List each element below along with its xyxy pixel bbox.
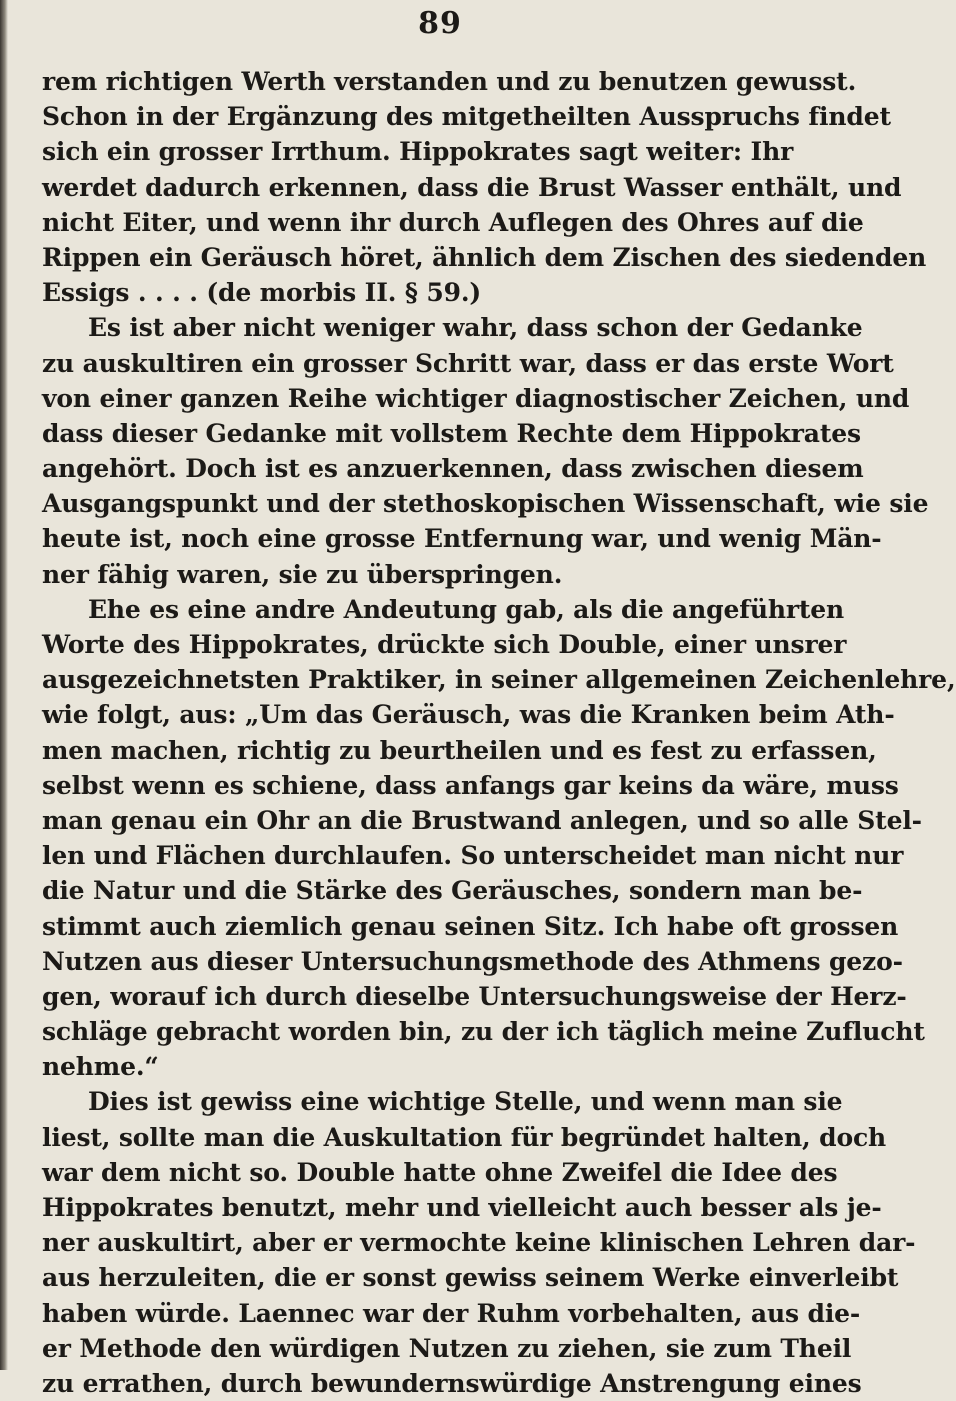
text-line: wie folgt, aus: „Um das Geräusch, was die Kranken beim Ath- <box>42 700 895 730</box>
text-line: er Methode den würdigen Nutzen zu ziehen, sie zum Theil <box>42 1333 852 1363</box>
text-line: Ausgangspunkt und der stethoskopischen Wissenschaft, wie sie <box>42 489 929 519</box>
text-line: von einer ganzen Reihe wichtiger diagnostischer Zeichen, und <box>42 383 910 413</box>
text-line: Essigs . . . . (de morbis II. § 59.) <box>42 278 482 308</box>
text-line: dass dieser Gedanke mit vollstem Rechte dem Hippokrates <box>42 418 861 448</box>
text-line: ner auskultirt, aber er vermochte keine klinischen Lehren dar- <box>42 1228 916 1258</box>
text-line: stimmt auch ziemlich genau seinen Sitz. Ich habe oft grossen <box>42 911 899 941</box>
text-line: len und Flächen durchlaufen. So unterscheidet man nicht nur <box>42 841 904 871</box>
text-line: heute ist, noch eine grosse Entfernung war, und wenig Män- <box>42 524 882 554</box>
body-text <box>42 64 956 1401</box>
text-line: angehört. Doch ist es anzuerkennen, dass zwischen diesem <box>42 454 864 484</box>
text-line: liest, sollte man die Auskultation für begründet halten, doch <box>42 1122 887 1152</box>
text-line: Es ist aber nicht weniger wahr, dass schon der Gedanke <box>88 313 863 343</box>
text-line: schläge gebracht worden bin, zu der ich täglich meine Zuflucht <box>42 1017 925 1047</box>
text-line: Rippen ein Geräusch höret, ähnlich dem Zischen des siedenden <box>42 242 927 272</box>
page-number: 89 <box>418 6 462 41</box>
text-line: Schon in der Ergänzung des mitgetheilten Ausspruchs findet <box>42 102 891 132</box>
text-line: haben würde. Laennec war der Ruhm vorbehalten, aus die- <box>42 1298 861 1328</box>
page-edge-shadow <box>0 0 8 1370</box>
text-line: nehme.“ <box>42 1052 159 1082</box>
text-line: Dies ist gewiss eine wichtige Stelle, und wenn man sie <box>88 1087 843 1117</box>
text-line: Nutzen aus dieser Untersuchungsmethode des Athmens gezo- <box>42 946 903 976</box>
text-line: die Natur und die Stärke des Geräusches, sondern man be- <box>42 876 863 906</box>
text-line: man genau ein Ohr an die Brustwand anlegen, und so alle Stel- <box>42 805 922 835</box>
text-line: nicht Eiter, und wenn ihr durch Auflegen des Ohres auf die <box>42 207 864 237</box>
text-line: ner fähig waren, sie zu überspringen. <box>42 559 563 589</box>
text-line: war dem nicht so. Double hatte ohne Zweifel die Idee des <box>42 1157 838 1187</box>
text-line: men machen, richtig zu beurtheilen und es fest zu erfassen, <box>42 735 877 765</box>
text-line: Hippokrates benutzt, mehr und vielleicht auch besser als je- <box>42 1193 882 1222</box>
text-line: aus herzuleiten, die er sonst gewiss seinem Werke einverleibt <box>42 1263 899 1293</box>
text-line: rem richtigen Werth verstanden und zu benutzen gewusst. <box>42 67 857 96</box>
text-line: selbst wenn es schiene, dass anfangs gar keins da wäre, muss <box>42 770 899 800</box>
text-line: zu errathen, durch bewundernswürdige Anstrengung eines <box>42 1368 862 1398</box>
text-line: Ehe es eine andre Andeutung gab, als die angeführten <box>88 594 845 624</box>
text-line: werdet dadurch erkennen, dass die Brust Wasser enthält, und <box>42 172 902 202</box>
text-line: Worte des Hippokrates, drückte sich Double, einer unsrer <box>42 630 847 659</box>
text-line: gen, worauf ich durch dieselbe Untersuchungsweise der Herz- <box>42 981 907 1011</box>
text-line: zu auskultiren ein grosser Schritt war, dass er das erste Wort <box>42 348 894 378</box>
text-line: ausgezeichnetsten Praktiker, in seiner allgemeinen Zeichenlehre, <box>42 665 956 695</box>
text-line: sich ein grosser Irrthum. Hippokrates sagt weiter: Ihr <box>42 137 794 167</box>
